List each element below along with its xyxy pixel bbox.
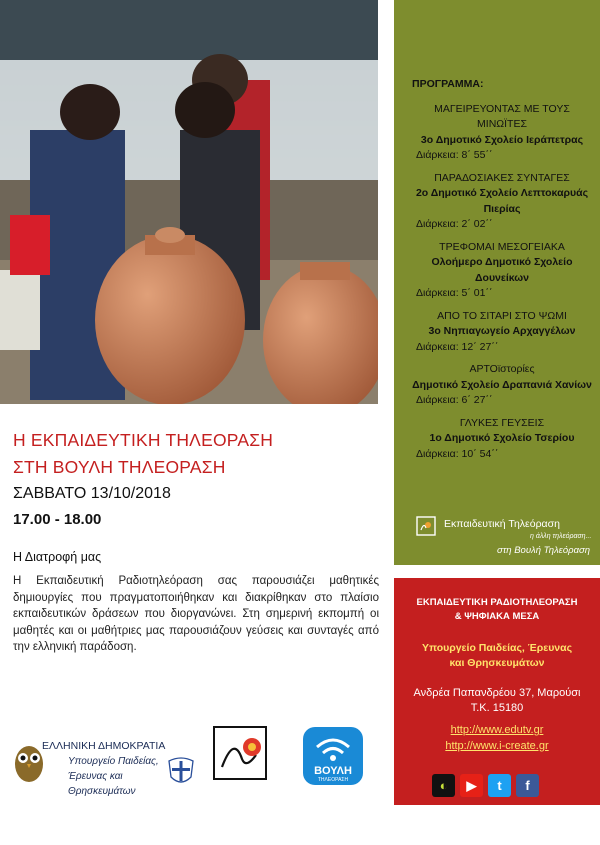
- description-text: Η Εκπαιδευτική Ραδιοτηλεόραση σας παρουσιάζει μαθητικές δημιουργίες που πραγματοποιήθηκαν και διακρίθηκαν στο πλαίσιο εκπαιδευτικών δράσεων που διοργανώνει. Στη σημερινή εκπομπή οι μαθητές και οι μαθήτριες μας παρουσιάζουν γεύσεις και συνταγές από την ελληνική παράδοση.: [13, 575, 379, 653]
- address-line: Ανδρέα Παπανδρέου 37, Μαρούσι: [413, 687, 581, 699]
- broadcast-date: ΣΑΒΒΑΤΟ 13/10/2018: [13, 485, 171, 502]
- program-item: [412, 416, 592, 463]
- schedule-panel: [394, 0, 600, 565]
- broadcast-time: 17.00 - 18.00: [13, 511, 102, 528]
- page-title: [13, 427, 273, 481]
- program-item: [412, 171, 592, 233]
- program-school: Δημοτικό Σχολείο Δραπανιά Χανίων: [412, 378, 592, 391]
- youtube-icon[interactable]: ▶: [460, 774, 483, 797]
- program-duration: Διάρκεια: 6΄ 27΄΄: [416, 394, 493, 406]
- twitter-icon[interactable]: t: [488, 774, 511, 797]
- title-line: ΣΤΗ ΒΟΥΛΗ ΤΗΛΕΟΡΑΣΗ: [13, 457, 226, 477]
- contact-heading-line: & ΨΗΦΙΑΚΑ ΜΕΣΑ: [454, 611, 540, 622]
- vouli-sub: ΤΗΛΕΟΡΑΣΗ: [317, 777, 349, 783]
- contact-ministry-line: Υπουργείο Παιδείας, Έρευνας: [421, 642, 573, 654]
- title-line: Η ΕΚΠΑΙΔΕΥΤΙΚΗ ΤΗΛΕΟΡΑΣΗ: [13, 430, 274, 450]
- greek-crest-icon: [167, 755, 195, 787]
- program-title: ΠΑΡΑΔΟΣΙΑΚΕΣ ΣΥΝΤΑΓΕΣ: [434, 171, 570, 184]
- program-duration: Διάρκεια: 12΄ 27΄΄: [416, 340, 499, 353]
- etv-slogan: η άλλη τηλεόραση...: [530, 533, 592, 540]
- contact-address: [394, 686, 600, 716]
- postcode: Τ.Κ. 15180: [470, 702, 524, 714]
- program-item: [412, 362, 592, 409]
- program-title: ΜΑΓΕΙΡΕΥΟΝΤΑΣ ΜΕ ΤΟΥΣ ΜΙΝΩΪΤΕΣ: [434, 102, 570, 130]
- contact-heading: [394, 596, 600, 624]
- program-duration: Διάρκεια: 2΄ 02΄΄: [416, 218, 493, 230]
- schedule-list: [412, 77, 592, 469]
- i-create-logo-icon: [212, 725, 270, 785]
- program-school: 3ο Δημοτικό Σχολείο Ιεράπετρας: [420, 133, 584, 146]
- wifi-icon: [303, 727, 363, 765]
- program-item: [412, 309, 592, 356]
- edutv-link[interactable]: http://www.edutv.gr: [450, 724, 544, 736]
- program-item: [412, 102, 592, 164]
- program-school: 1ο Δημοτικό Σχολείο Τσερίου: [429, 432, 575, 444]
- ministry-line: Υπουργείο Παιδείας,: [68, 756, 159, 767]
- program-school: 3ο Νηπιαγωγείο Αρχαγγέλων: [428, 325, 576, 337]
- contact-ministry: [394, 641, 600, 671]
- program-duration: Διάρκεια: 8΄ 55΄΄: [416, 149, 493, 161]
- program-item: [412, 240, 592, 302]
- program-title: ΓΛΥΚΕΣ ΓΕΥΣΕΙΣ: [459, 416, 545, 429]
- footer-logos: [0, 715, 394, 805]
- contact-panel: [394, 578, 600, 805]
- ministry-line: Έρευνας και Θρησκευμάτων: [68, 771, 136, 797]
- program-title: ΤΡΕΦΟΜΑΙ ΜΕΣΟΓΕΙΑΚΑ: [439, 240, 565, 253]
- vouli-tv-logo: [303, 727, 363, 785]
- vouli-name: ΒΟΥΛΗ: [314, 765, 352, 777]
- etv-logo-icon: [416, 516, 436, 536]
- program-school: Ολοήμερο Δημοτικό Σχολείο Δουνείκων: [431, 256, 573, 284]
- contact-ministry-line: και Θρησκευμάτων: [449, 657, 545, 669]
- schedule-title: ΠΡΟΓΡΑΜΜΑ:: [412, 78, 484, 90]
- program-school: 2ο Δημοτικό Σχολείο Λεπτοκαρυάς Πιερίας: [415, 187, 589, 215]
- hero-photo: [0, 0, 378, 404]
- etv-name: Εκπαιδευτική Τηλεόραση: [444, 518, 560, 530]
- program-duration: Διάρκεια: 10΄ 54΄΄: [416, 447, 499, 460]
- social-icons: [432, 774, 539, 797]
- section-subtitle: Η Διατροφή μας: [13, 550, 102, 564]
- program-title: ΑΡΤΟϊστορίες: [469, 363, 535, 375]
- program-title: ΑΠΟ ΤΟ ΣΙΤΑΡΙ ΣΤΟ ΨΩΜΙ: [437, 309, 567, 322]
- contact-heading-line: ΕΚΠΑΙΔΕΥΤΙΚΗ ΡΑΔΙΟΤΗΛΕΟΡΑΣΗ: [416, 597, 578, 608]
- ministry-logo: [12, 740, 192, 800]
- edutv-app-icon[interactable]: ◐: [432, 774, 455, 797]
- icreate-link[interactable]: http://www.i-create.gr: [445, 740, 549, 752]
- republic-label: ΕΛΛΗΝΙΚΗ ΔΗΜΟΚΡΑΤΙΑ: [42, 740, 166, 752]
- owl-icon: [12, 740, 46, 784]
- facebook-icon[interactable]: f: [516, 774, 539, 797]
- program-duration: Διάρκεια: 5΄ 01΄΄: [416, 287, 493, 299]
- vouli-caption: στη Βουλή Τηλεόραση: [497, 545, 590, 556]
